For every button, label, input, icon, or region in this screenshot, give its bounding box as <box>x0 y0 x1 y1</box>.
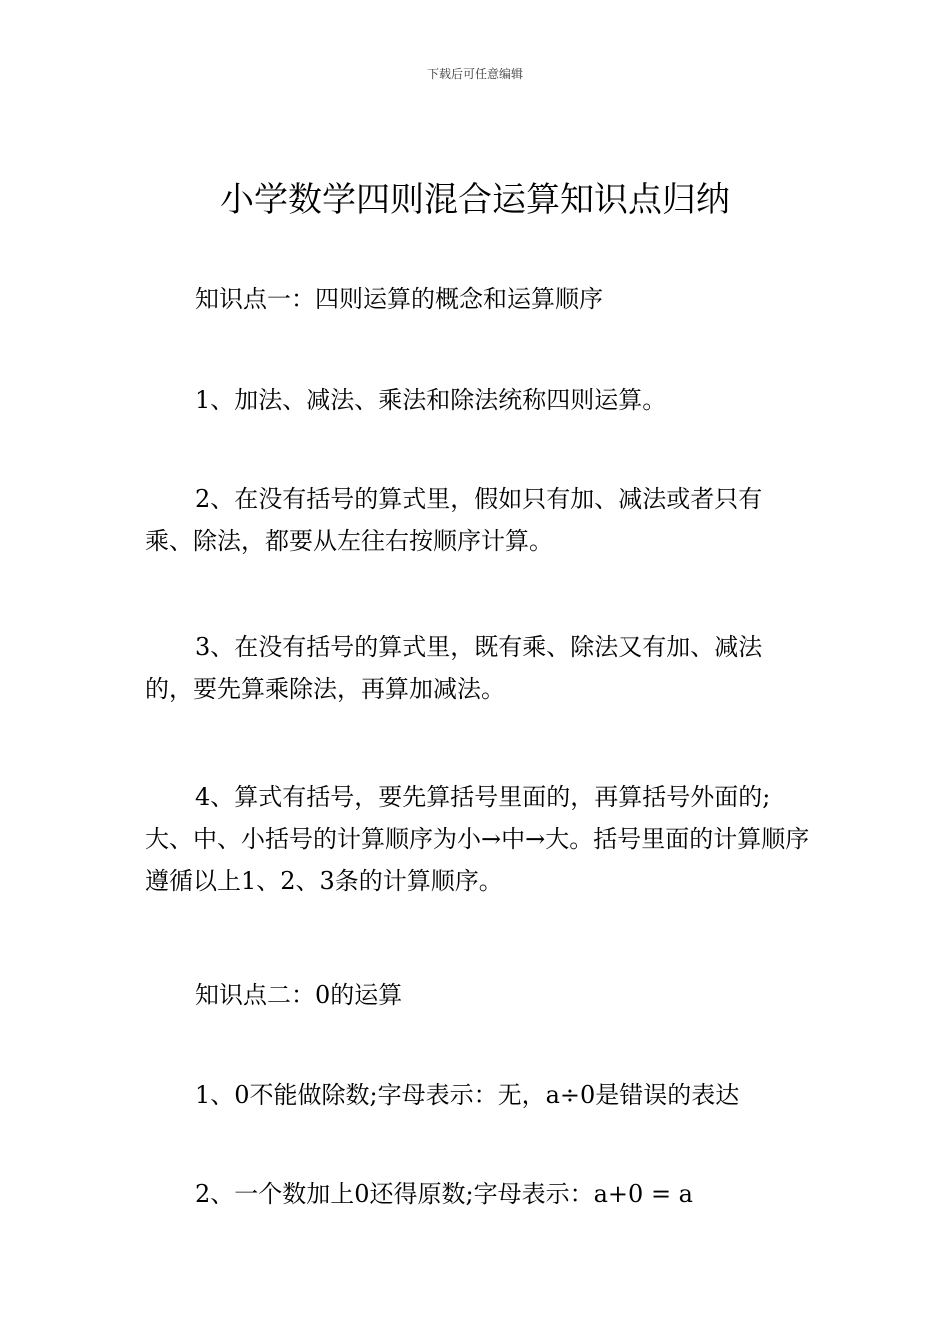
paragraph-rule-2: 2、在没有括号的算式里，假如只有加、减法或者只有乘、除法，都要从左往右按顺序计算。 <box>145 485 763 555</box>
paragraph-rule-4: 4、算式有括号，要先算括号里面的，再算括号外面的;大、中、小括号的计算顺序为小→中→大。括号里面的计算顺序遵循以上1、2、3条的计算顺序。 <box>145 783 810 895</box>
section-heading-2: 知识点二：0的运算 <box>195 981 403 1009</box>
paragraph-rule-1: 1、加法、减法、乘法和除法统称四则运算。 <box>195 386 667 414</box>
header-note: 下载后可任意编辑 <box>426 67 523 81</box>
document-title: 小学数学四则混合运算知识点归纳 <box>220 180 730 220</box>
paragraph-zero-rule-2: 2、一个数加上0还得原数;字母表示：a+0 = a <box>195 1180 693 1208</box>
paragraph-zero-rule-1: 1、0不能做除数;字母表示：无，a÷0是错误的表达 <box>195 1081 740 1109</box>
section-heading-1: 知识点一：四则运算的概念和运算顺序 <box>195 285 603 313</box>
paragraph-rule-3: 3、在没有括号的算式里，既有乘、除法又有加、减法的，要先算乘除法，再算加减法。 <box>145 633 763 703</box>
